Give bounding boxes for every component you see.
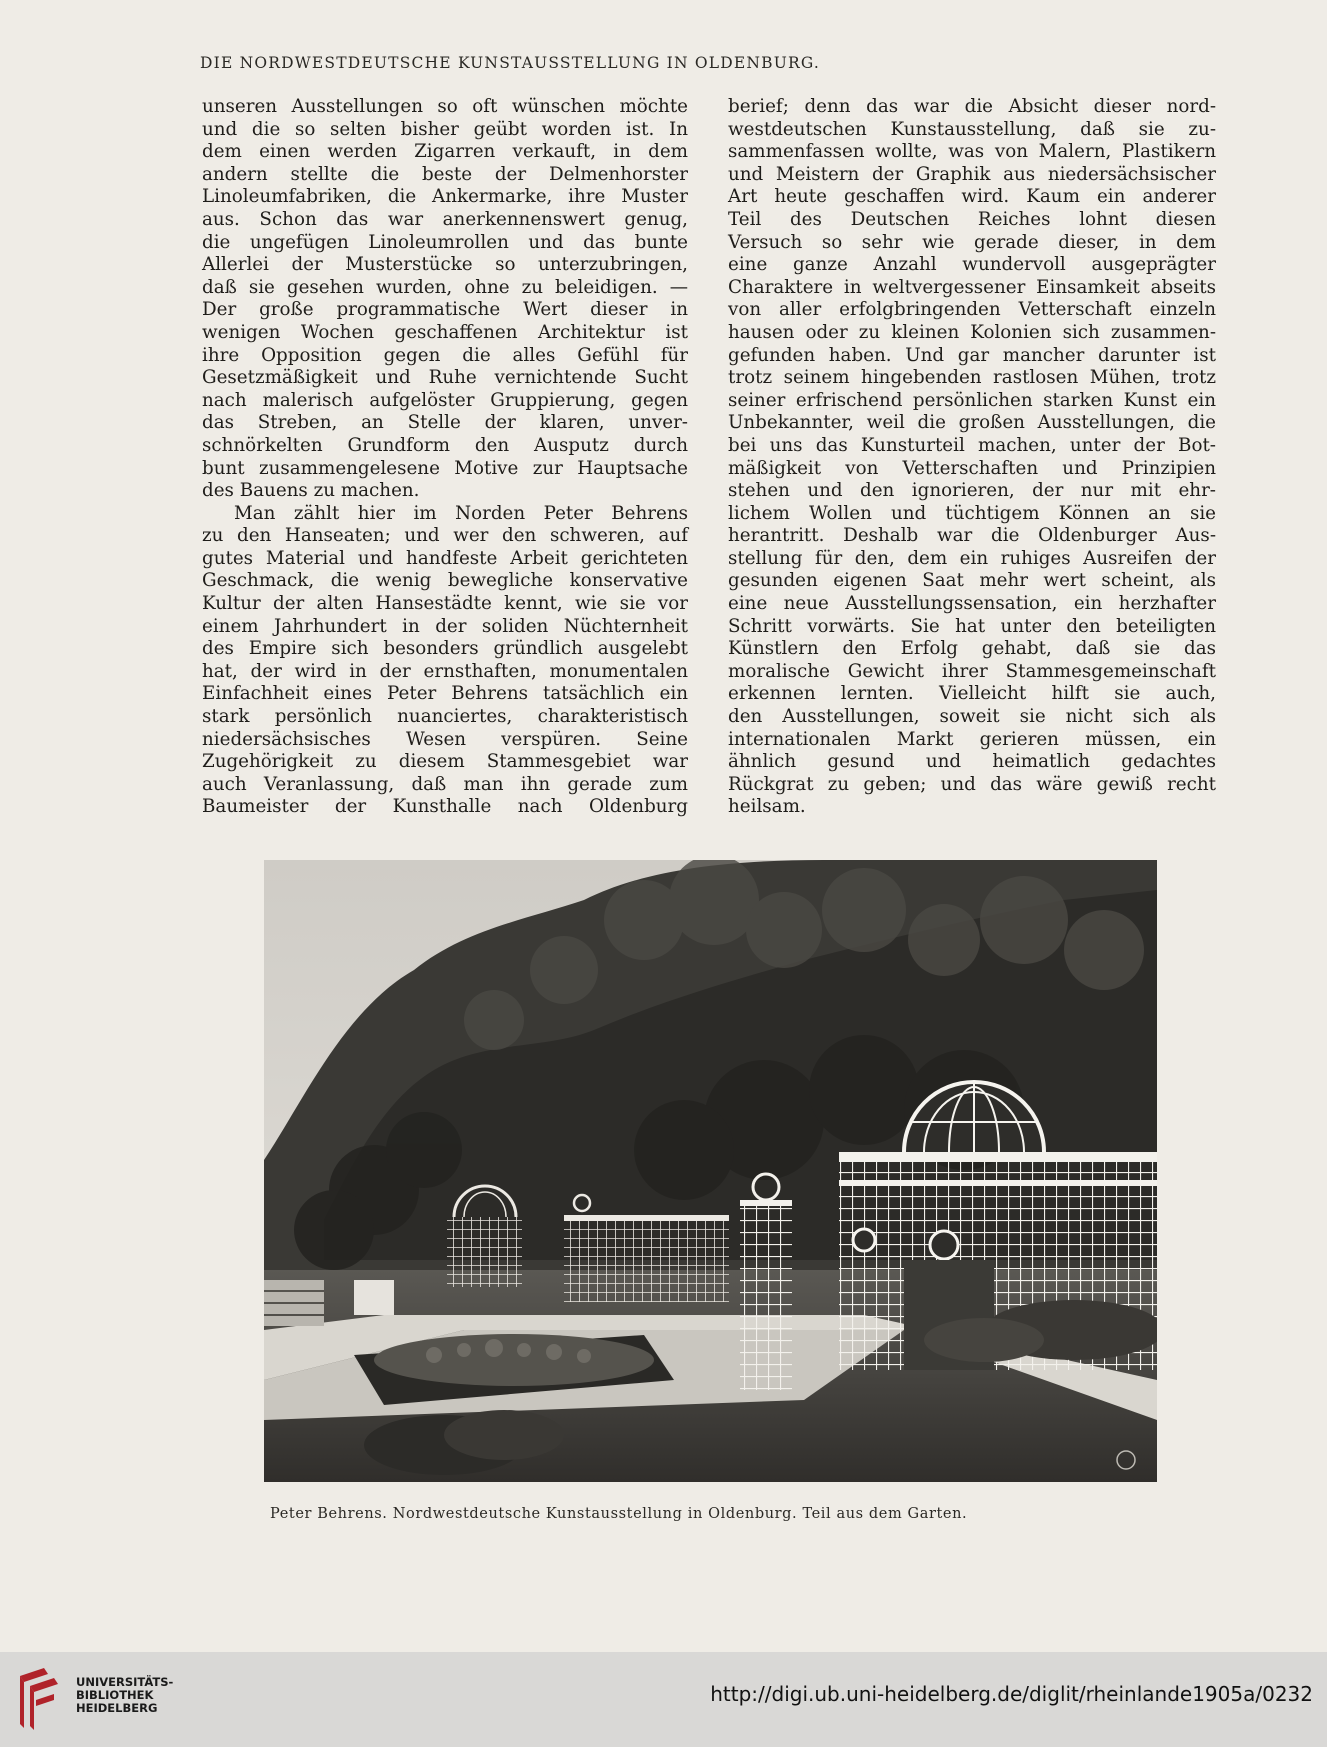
text-line: gesunden eigenen Saat mehr wert scheint, als xyxy=(728,570,1216,592)
text-line: einem Jahrhundert in der soliden Nüchternheit xyxy=(202,615,688,637)
library-footer xyxy=(0,1652,1327,1747)
text-line: niedersächsisches Wesen verspüren. Seine xyxy=(202,728,688,750)
text-line: Baumeister der Kunsthalle nach Oldenburg xyxy=(202,796,688,818)
text-line: hat, der wird in der ernsthaften, monumentalen xyxy=(202,660,688,682)
text-line: Unbekannter, weil die großen Ausstellungen, die xyxy=(728,412,1216,434)
text-line: Teil des Deutschen Reiches lohnt diesen xyxy=(728,208,1216,230)
text-line: und Meistern der Graphik aus niedersächsischer xyxy=(728,163,1216,185)
text-line: auch Veranlassung, daß man ihn gerade zum xyxy=(202,773,688,795)
text-line: aus. Schon das war anerkennenswert genug, xyxy=(202,208,688,230)
text-line: stehen und den ignorieren, der nur mit ehr- xyxy=(728,480,1216,502)
source-url-link[interactable]: http://digi.ub.uni-heidelberg.de/diglit/rheinlande1905a/0232 xyxy=(710,1682,1313,1706)
text-line: das Streben, an Stelle der klaren, unver- xyxy=(202,412,688,434)
text-line: gefunden haben. Und gar mancher darunter ist xyxy=(728,344,1216,366)
text-line: nach malerisch aufgelöster Gruppierung, gegen xyxy=(202,389,688,411)
text-line: zu den Hanseaten; und wer den schweren, auf xyxy=(202,525,688,547)
text-line: Linoleumfabriken, die Ankermarke, ihre Muster xyxy=(202,186,688,208)
library-name-line: HEIDELBERG xyxy=(76,1701,158,1715)
text-line: ähnlich gesund und heimatlich gedachtes xyxy=(728,751,1216,773)
text-line: Kultur der alten Hansestädte kennt, wie sie vor xyxy=(202,593,688,615)
figure-caption: Peter Behrens. Nordwestdeutsche Kunstausstellung in Oldenburg. Teil aus dem Garten. xyxy=(270,1506,968,1522)
text-line: eine neue Ausstellungssensation, ein herzhafter xyxy=(728,593,1216,615)
text-line: und die so selten bisher geübt worden ist. In xyxy=(202,118,688,140)
library-name-line: UNIVERSITÄTS- xyxy=(76,1675,174,1689)
text-line: Schritt vorwärts. Sie hat unter den beteiligten xyxy=(728,615,1216,637)
text-line: Rückgrat zu geben; und das wäre gewiß recht xyxy=(728,773,1216,795)
text-line: stellung für den, dem ein ruhiges Ausreifen der xyxy=(728,547,1216,569)
library-name-line: BIBLIOTHEK xyxy=(76,1688,154,1702)
text-line: lichem Wollen und tüchtigem Können an sie xyxy=(728,502,1216,524)
text-line: des Empire sich besonders gründlich ausgelebt xyxy=(202,638,688,660)
text-line: wenigen Wochen geschaffenen Architektur ist xyxy=(202,321,688,343)
text-line: von aller erfolgbringenden Vetterschaft einzeln xyxy=(728,299,1216,321)
text-line: Künstlern den Erfolg gehabt, daß sie das xyxy=(728,638,1216,660)
text-line: dem einen werden Zigarren verkauft, in dem xyxy=(202,141,688,163)
text-line: erkennen lernten. Vielleicht hilft sie auch, xyxy=(728,683,1216,705)
text-line: den Ausstellungen, soweit sie nicht sich als xyxy=(728,706,1216,728)
text-line: moralische Gewicht ihrer Stammesgemeinschaft xyxy=(728,660,1216,682)
text-line: bei uns das Kunsturteil machen, unter der Bot- xyxy=(728,434,1216,456)
text-line: internationalen Markt gerieren müssen, ein xyxy=(728,728,1216,750)
library-name xyxy=(76,1676,173,1715)
text-line: Allerlei der Musterstücke so unterzubringen, xyxy=(202,254,688,276)
text-line: hausen oder zu kleinen Kolonien sich zusammen- xyxy=(728,321,1216,343)
text-line: mäßigkeit von Vetterschaften und Prinzipien xyxy=(728,457,1216,479)
text-line: Geschmack, die wenig bewegliche konservative xyxy=(202,570,688,592)
right-text-column xyxy=(728,96,1216,819)
text-line: unseren Ausstellungen so oft wünschen möchte xyxy=(202,96,688,117)
left-text-column xyxy=(202,96,688,819)
text-line: berief; denn das war die Absicht dieser nord- xyxy=(728,96,1216,117)
text-line: Versuch so sehr wie gerade dieser, in dem xyxy=(728,231,1216,253)
text-line: seiner erfrischend persönlichen starken Kunst ein xyxy=(728,389,1216,411)
text-line: herantritt. Deshalb war die Oldenburger Aus- xyxy=(728,525,1216,547)
text-line: andern stellte die beste der Delmenhorster xyxy=(202,163,688,185)
text-line: ihre Opposition gegen die alles Gefühl für xyxy=(202,344,688,366)
text-line: Art heute geschaffen wird. Kaum ein anderer xyxy=(728,186,1216,208)
text-line: die ungefügen Linoleumrollen und das bunte xyxy=(202,231,688,253)
text-line: eine ganze Anzahl wundervoll ausgeprägter xyxy=(728,254,1216,276)
running-title: DIE NORDWESTDEUTSCHE KUNSTAUSSTELLUNG IN OLDENBURG. xyxy=(200,54,821,72)
text-line: bunt zusammengelesene Motive zur Hauptsache xyxy=(202,457,688,479)
text-line: westdeutschen Kunstausstellung, daß sie zu- xyxy=(728,118,1216,140)
text-line: trotz seinem hingebenden rastlosen Mühen, trotz xyxy=(728,367,1216,389)
text-line: schnörkelten Grundform den Ausputz durch xyxy=(202,434,688,456)
text-line: Der große programmatische Wert dieser in xyxy=(202,299,688,321)
library-logo-icon xyxy=(14,1664,66,1738)
text-line: Zugehörigkeit zu diesem Stammesgebiet war xyxy=(202,751,688,773)
text-line: Man zählt hier im Norden Peter Behrens xyxy=(234,502,688,524)
garden-photograph xyxy=(264,860,1157,1482)
text-line: gutes Material und handfeste Arbeit gerichteten xyxy=(202,547,688,569)
text-line: heilsam. xyxy=(728,796,806,818)
text-line: sammenfassen wollte, was von Malern, Plastikern xyxy=(728,141,1216,163)
text-line: stark persönlich nuanciertes, charakteristisch xyxy=(202,706,688,728)
text-line: Gesetzmäßigkeit und Ruhe vernichtende Sucht xyxy=(202,367,688,389)
text-line: Charaktere in weltvergessener Einsamkeit abseits xyxy=(728,276,1216,298)
text-line: Einfachheit eines Peter Behrens tatsächlich ein xyxy=(202,683,688,705)
text-line: des Bauens zu machen. xyxy=(202,480,420,502)
text-line: daß sie gesehen wurden, ohne zu beleidigen. — xyxy=(202,276,688,298)
